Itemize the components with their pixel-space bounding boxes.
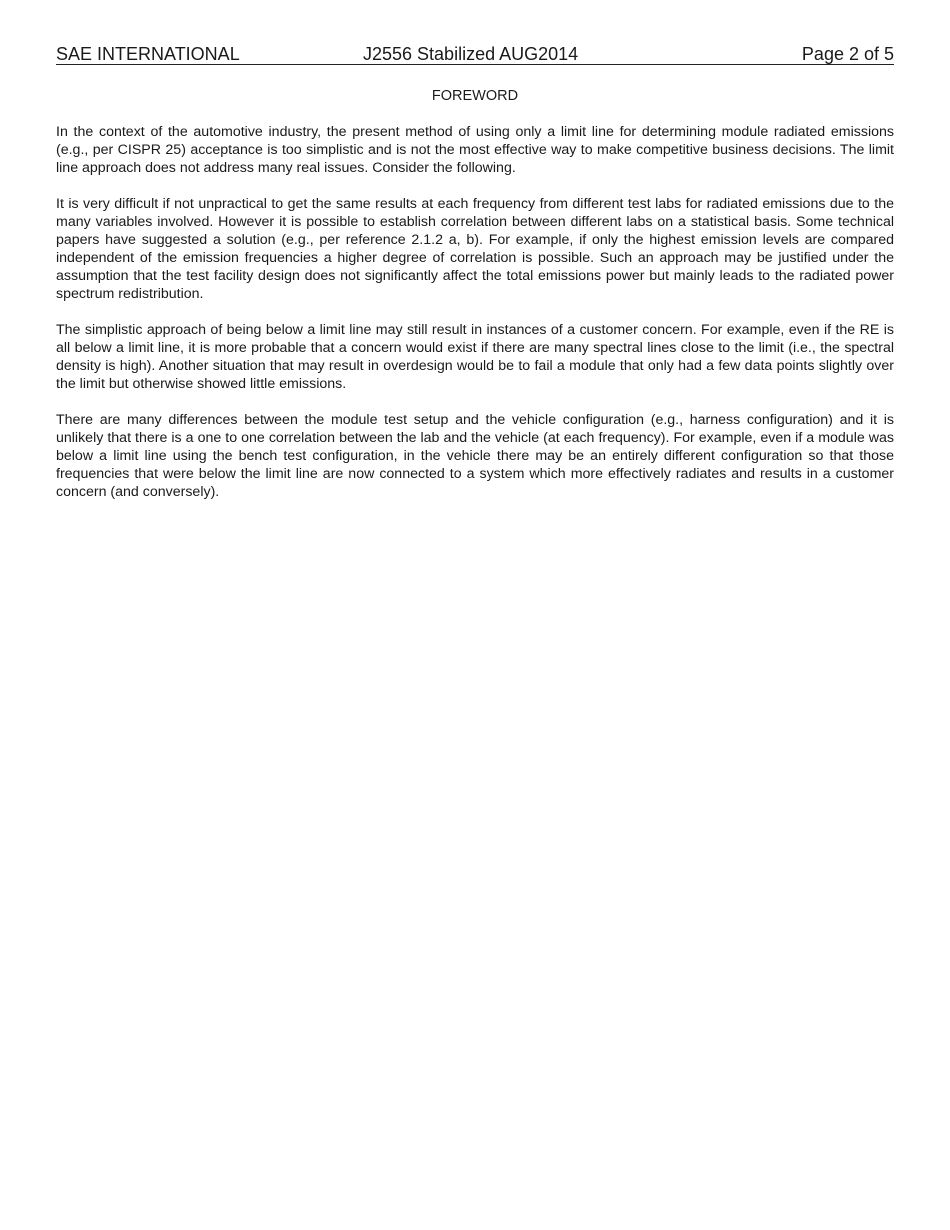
paragraph-1: In the context of the automotive industry, the present method of using only a limit line for determining module radiated emissions (e.g., per CISPR 25) acceptance is too simplistic and is not the most effective way to make competitive business decisions. The limit line approach does not address many real issues. Consider the following.: [56, 124, 894, 176]
page-header: [56, 44, 894, 65]
paragraph-4: There are many differences between the module test setup and the vehicle configuration (e.g., harness configuration) and it is unlikely that there is a one to one correlation between the lab and the vehicle (at each frequency). For example, even if a module was below a limit line using the bench test configuration, in the vehicle there may be an entirely different configuration so that those frequencies that were below the limit line are now connected to a system which more effectively radiates and results in a customer concern (and conversely).: [56, 412, 894, 500]
page-number: Page 2 of 5: [801, 44, 894, 64]
organization-name: SAE INTERNATIONAL: [56, 44, 240, 64]
paragraph-2: It is very difficult if not unpractical to get the same results at each frequency from different test labs for radiated emissions due to the many variables involved. However it is possible to establish correlation between different labs on a statistical basis. Some technical papers have suggested a solution (e.g., per reference 2.1.2 a, b). For example, if only the highest emission levels are compared independent of the emission frequencies a higher degree of correlation is possible. Such an approach may be justified under the assumption that the test facility design does not significantly affect the total emissions power but mainly leads to the radiated power spectrum redistribution.: [56, 196, 894, 302]
body-text: [56, 123, 894, 519]
section-title: FOREWORD: [431, 88, 519, 104]
document-id: J2556 Stabilized AUG2014: [363, 44, 579, 64]
paragraph-3: The simplistic approach of being below a limit line may still result in instances of a customer concern. For example, even if the RE is all below a limit line, it is more probable that a concern would exist if there are many spectral lines close to the limit (i.e., the spectral density is high). Another situation that may result in overdesign would be to fail a module that only had a few data points slightly over the limit but otherwise showed little emissions.: [56, 322, 894, 392]
